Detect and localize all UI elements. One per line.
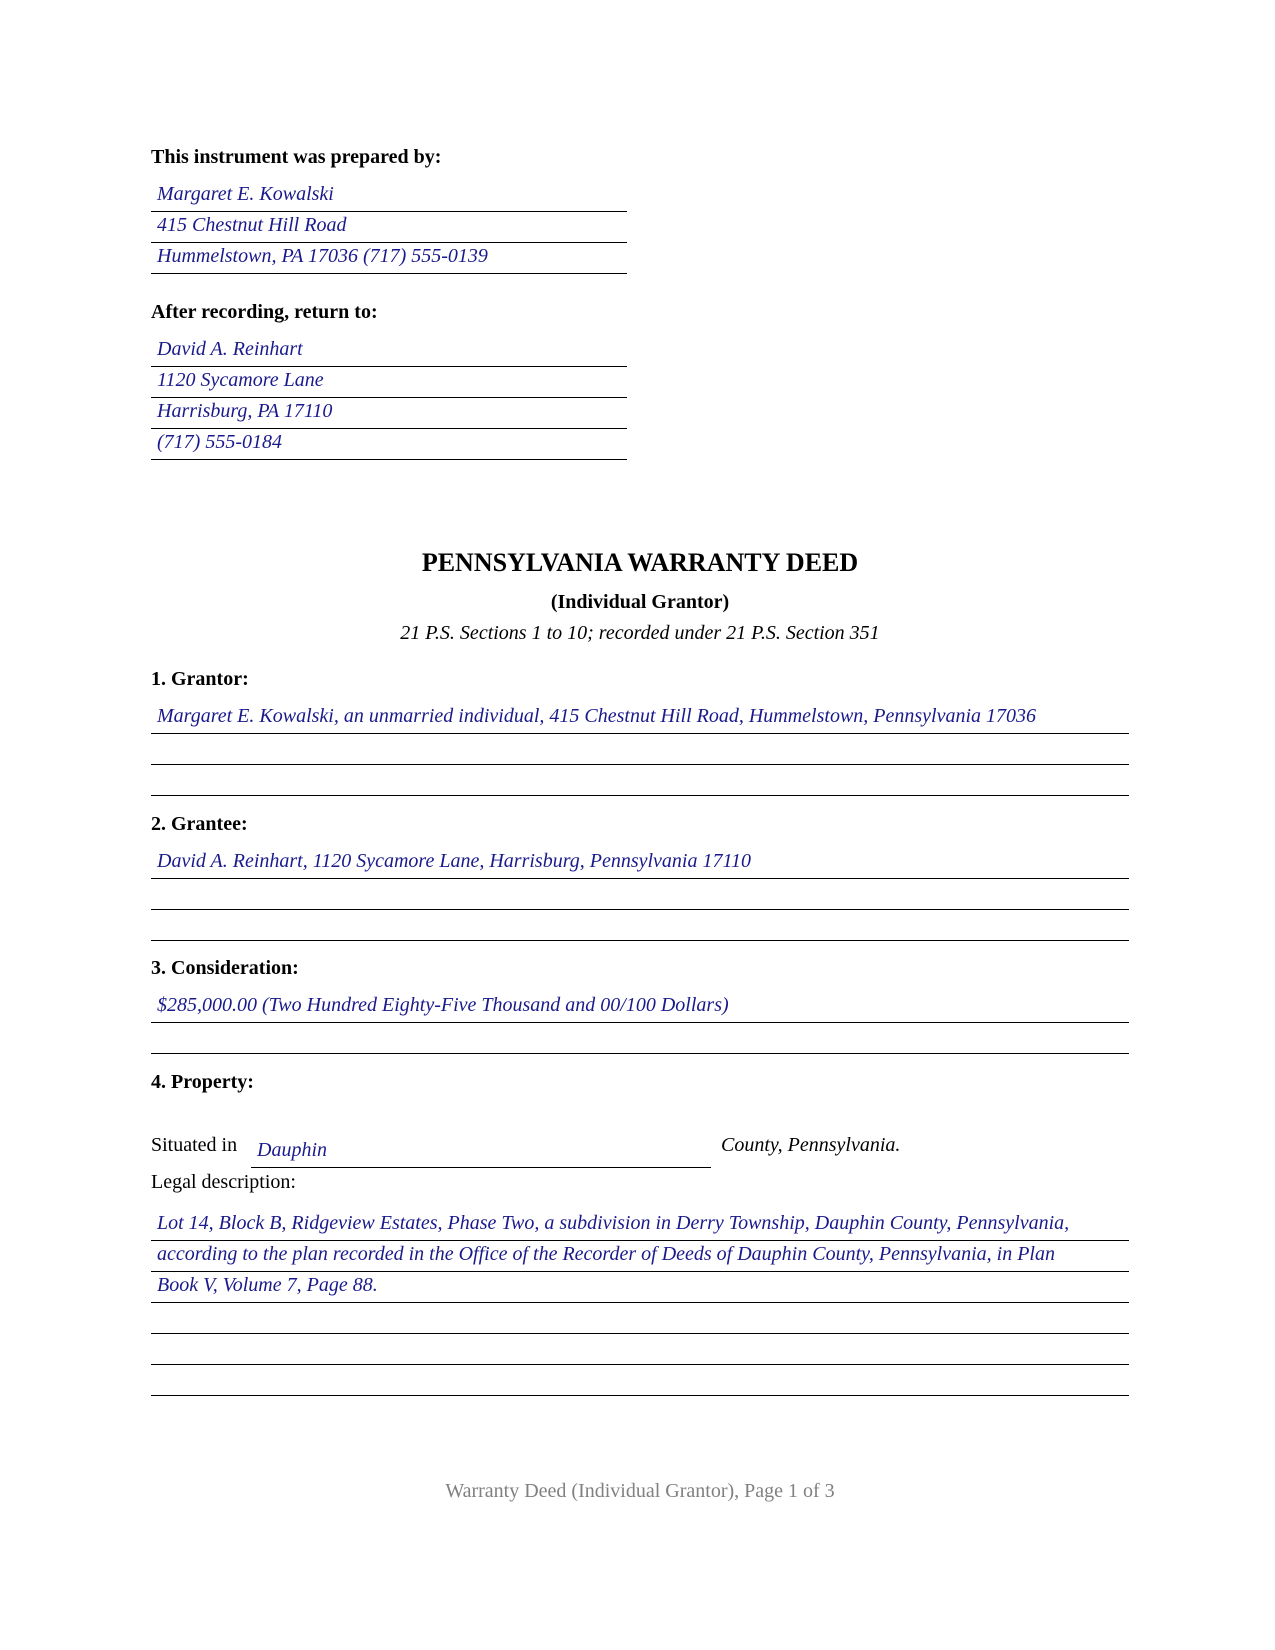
legal-description-line[interactable]: Lot 14, Block B, Ridgeview Estates, Phase Two, a subdivision in Derry Township, Dauphin County, Pennsylvania, xyxy=(151,1210,1129,1241)
grantor-line[interactable] xyxy=(151,734,1129,765)
situated-label: Situated in xyxy=(151,1134,238,1156)
property-heading: 4. Property: xyxy=(151,1071,254,1093)
legal-description-line[interactable]: Book V, Volume 7, Page 88. xyxy=(151,1272,1129,1303)
prepared-by-line[interactable]: Hummelstown, PA 17036 (717) 555-0139 xyxy=(151,243,627,274)
deed-page xyxy=(151,0,1129,1650)
grantee-block xyxy=(151,848,1129,941)
return-to-line[interactable]: David A. Reinhart xyxy=(151,336,627,367)
legal-description-line[interactable] xyxy=(151,1303,1129,1334)
prepared-by-line[interactable]: 415 Chestnut Hill Road xyxy=(151,212,627,243)
return-to-block xyxy=(151,336,627,460)
legal-description-line[interactable]: according to the plan recorded in the Office of the Recorder of Deeds of Dauphin County, Pennsylvania, in Plan xyxy=(151,1241,1129,1272)
county-suffix: County, Pennsylvania. xyxy=(721,1134,901,1156)
document-subtitle: (Individual Grantor) xyxy=(550,591,730,613)
consideration-line[interactable]: $285,000.00 (Two Hundred Eighty-Five Thousand and 00/100 Dollars) xyxy=(151,992,1129,1023)
grantee-line[interactable] xyxy=(151,879,1129,910)
legal-description-block xyxy=(151,1210,1129,1396)
legal-description-label: Legal description: xyxy=(151,1171,296,1193)
consideration-block xyxy=(151,992,1129,1054)
prepared-by-block xyxy=(151,181,627,274)
page-footer: Warranty Deed (Individual Grantor), Page 1 of 3 xyxy=(445,1480,835,1502)
return-to-line[interactable]: (717) 555-0184 xyxy=(151,429,627,460)
county-field[interactable]: Dauphin xyxy=(251,1137,711,1168)
grantor-block xyxy=(151,703,1129,796)
grantor-line[interactable]: Margaret E. Kowalski, an unmarried individual, 415 Chestnut Hill Road, Hummelstown, Pennsylvania 17036 xyxy=(151,703,1129,734)
grantee-line[interactable] xyxy=(151,910,1129,941)
grantee-line[interactable]: David A. Reinhart, 1120 Sycamore Lane, Harrisburg, Pennsylvania 17110 xyxy=(151,848,1129,879)
legal-description-line[interactable] xyxy=(151,1365,1129,1396)
statute-citation: 21 P.S. Sections 1 to 10; recorded under 21 P.S. Section 351 xyxy=(400,622,880,644)
return-to-line[interactable]: Harrisburg, PA 17110 xyxy=(151,398,627,429)
return-to-line[interactable]: 1120 Sycamore Lane xyxy=(151,367,627,398)
consideration-heading: 3. Consideration: xyxy=(151,957,299,979)
document-title: PENNSYLVANIA WARRANTY DEED xyxy=(421,548,859,577)
return-to-heading: After recording, return to: xyxy=(151,301,378,323)
prepared-by-line[interactable]: Margaret E. Kowalski xyxy=(151,181,627,212)
legal-description-line[interactable] xyxy=(151,1334,1129,1365)
grantee-heading: 2. Grantee: xyxy=(151,813,248,835)
grantor-heading: 1. Grantor: xyxy=(151,668,249,690)
prepared-by-heading: This instrument was prepared by: xyxy=(151,146,442,168)
grantor-line[interactable] xyxy=(151,765,1129,796)
consideration-line[interactable] xyxy=(151,1023,1129,1054)
